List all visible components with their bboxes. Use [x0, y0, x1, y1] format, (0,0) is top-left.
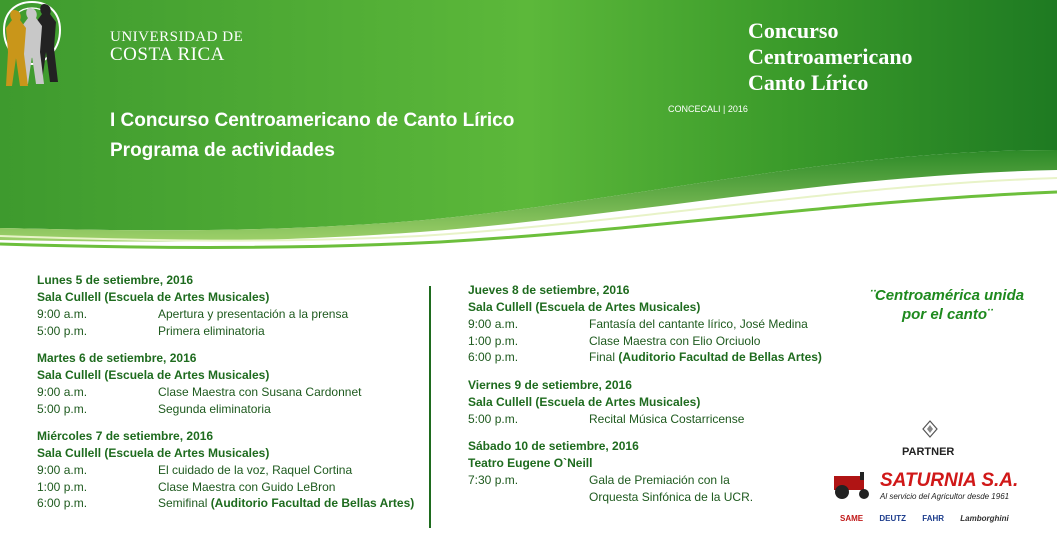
event-time: 5:00 p.m.	[37, 401, 88, 416]
event-activity: Recital Música Costarricense	[589, 411, 745, 426]
slogan-line1: ¨Centroamérica unida	[869, 287, 1025, 304]
day-block	[468, 438, 848, 505]
event-activity: Gala de Premiación con la	[589, 473, 730, 487]
event-activity	[589, 349, 822, 366]
brand-deutz: DEUTZ	[879, 514, 907, 523]
event-time: 7:30 p.m.	[468, 473, 519, 487]
event-time: 9:00 a.m.	[37, 385, 88, 399]
event-time	[468, 489, 589, 506]
event-row	[468, 349, 848, 366]
event-row	[468, 316, 848, 333]
event-activity: Clase Maestra con Elio Orciuolo	[589, 333, 761, 348]
tractor-icon	[832, 472, 876, 500]
day-block	[37, 350, 427, 417]
day-block	[468, 282, 848, 366]
slogan-line2: por el canto¨	[901, 306, 992, 323]
brand-fahr: FAHR	[922, 514, 945, 523]
day-date: Martes 6 de setiembre, 2016	[37, 351, 197, 365]
event-time: 9:00 a.m.	[37, 307, 88, 321]
event-time: 1:00 p.m.	[468, 333, 519, 348]
event-row	[468, 411, 848, 428]
event-time: 6:00 p.m.	[37, 496, 88, 510]
event-row	[37, 462, 427, 479]
event-activity: Segunda eliminatoria	[158, 401, 271, 416]
event-activity: El cuidado de la voz, Raquel Cortina	[158, 463, 353, 477]
event-row	[37, 401, 427, 418]
venue: Teatro Eugene O`Neill	[468, 456, 593, 470]
day-date: Miércoles 7 de setiembre, 2016	[37, 429, 214, 443]
contest-title-line2: Centroamericano	[748, 44, 913, 69]
event-time: 9:00 a.m.	[468, 317, 519, 331]
event-activity-text: Final	[589, 350, 619, 364]
main-subtitle: Programa de actividades	[110, 140, 335, 161]
venue: Sala Cullell (Escuela de Artes Musicales)	[468, 300, 701, 314]
event-row	[37, 384, 427, 401]
day-date: Sábado 10 de setiembre, 2016	[468, 439, 639, 453]
schedule-left	[37, 272, 427, 523]
event-activity: Primera eliminatoria	[158, 323, 265, 338]
day-block	[468, 377, 848, 428]
event-time: 6:00 p.m.	[468, 350, 519, 364]
brand-lamborghini: Lamborghini	[960, 514, 1009, 523]
university-line2: COSTA RICA	[110, 44, 225, 65]
event-activity: Apertura y presentación a la prensa	[158, 307, 349, 321]
brand-same: SAME	[840, 514, 864, 523]
event-row	[468, 472, 848, 489]
event-time: 5:00 p.m.	[37, 323, 88, 338]
singers-statue-icon	[0, 0, 70, 88]
event-time: 1:00 p.m.	[37, 479, 88, 494]
event-activity: Clase Maestra con Guido LeBron	[158, 479, 336, 494]
event-venue: (Auditorio Facultad de Bellas Artes)	[618, 350, 822, 364]
event-activity: Fantasía del cantante lírico, José Medina	[589, 317, 808, 331]
concecali-label: CONCECALI | 2016	[668, 104, 748, 114]
venue: Sala Cullell (Escuela de Artes Musicales)	[37, 368, 270, 382]
saturnia-tagline: Al servicio del Agricultor desde 1961	[880, 492, 1010, 501]
ucr-logo-text	[110, 28, 243, 64]
venue: Sala Cullell (Escuela de Artes Musicales)	[37, 446, 270, 460]
event-activity: Clase Maestra con Susana Cardonnet	[158, 385, 362, 399]
day-block	[37, 272, 427, 339]
event-row	[37, 306, 427, 323]
main-title: I Concurso Centroamericano de Canto Lírico	[110, 110, 515, 131]
event-row	[37, 479, 427, 496]
page-title	[110, 106, 514, 166]
event-row	[468, 489, 848, 506]
contest-title-line1: Concurso	[748, 18, 839, 43]
venue: Sala Cullell (Escuela de Artes Musicales)	[468, 394, 701, 409]
column-divider	[429, 286, 431, 528]
day-block	[37, 428, 427, 512]
contest-title	[748, 18, 913, 96]
day-date: Viernes 9 de setiembre, 2016	[468, 377, 632, 392]
event-venue: (Auditorio Facultad de Bellas Artes)	[210, 496, 415, 510]
event-activity: Orquesta Sinfónica de la UCR.	[589, 489, 754, 504]
event-activity	[158, 495, 414, 512]
contest-title-line3: Canto Lírico	[748, 70, 869, 95]
event-time: 9:00 a.m.	[37, 463, 88, 477]
venue: Sala Cullell (Escuela de Artes Musicales)	[37, 290, 270, 304]
partner-label: PARTNER	[902, 446, 955, 458]
day-date: Lunes 5 de setiembre, 2016	[37, 273, 194, 287]
brand-logos	[840, 514, 1023, 523]
event-row	[468, 333, 848, 350]
event-row	[37, 323, 427, 340]
event-activity-text: Semifinal	[158, 496, 211, 510]
event-row	[37, 495, 427, 512]
schedule-right	[468, 282, 848, 516]
partner-emblem-icon	[922, 420, 938, 438]
event-time: 5:00 p.m.	[468, 411, 519, 426]
day-date: Jueves 8 de setiembre, 2016	[468, 283, 630, 297]
header-banner	[0, 0, 1057, 250]
slogan	[852, 286, 1042, 324]
partner-box	[822, 420, 1044, 540]
saturnia-logo: SATURNIA S.A.	[880, 470, 1019, 491]
university-line1: UNIVERSIDAD DE	[110, 29, 244, 45]
